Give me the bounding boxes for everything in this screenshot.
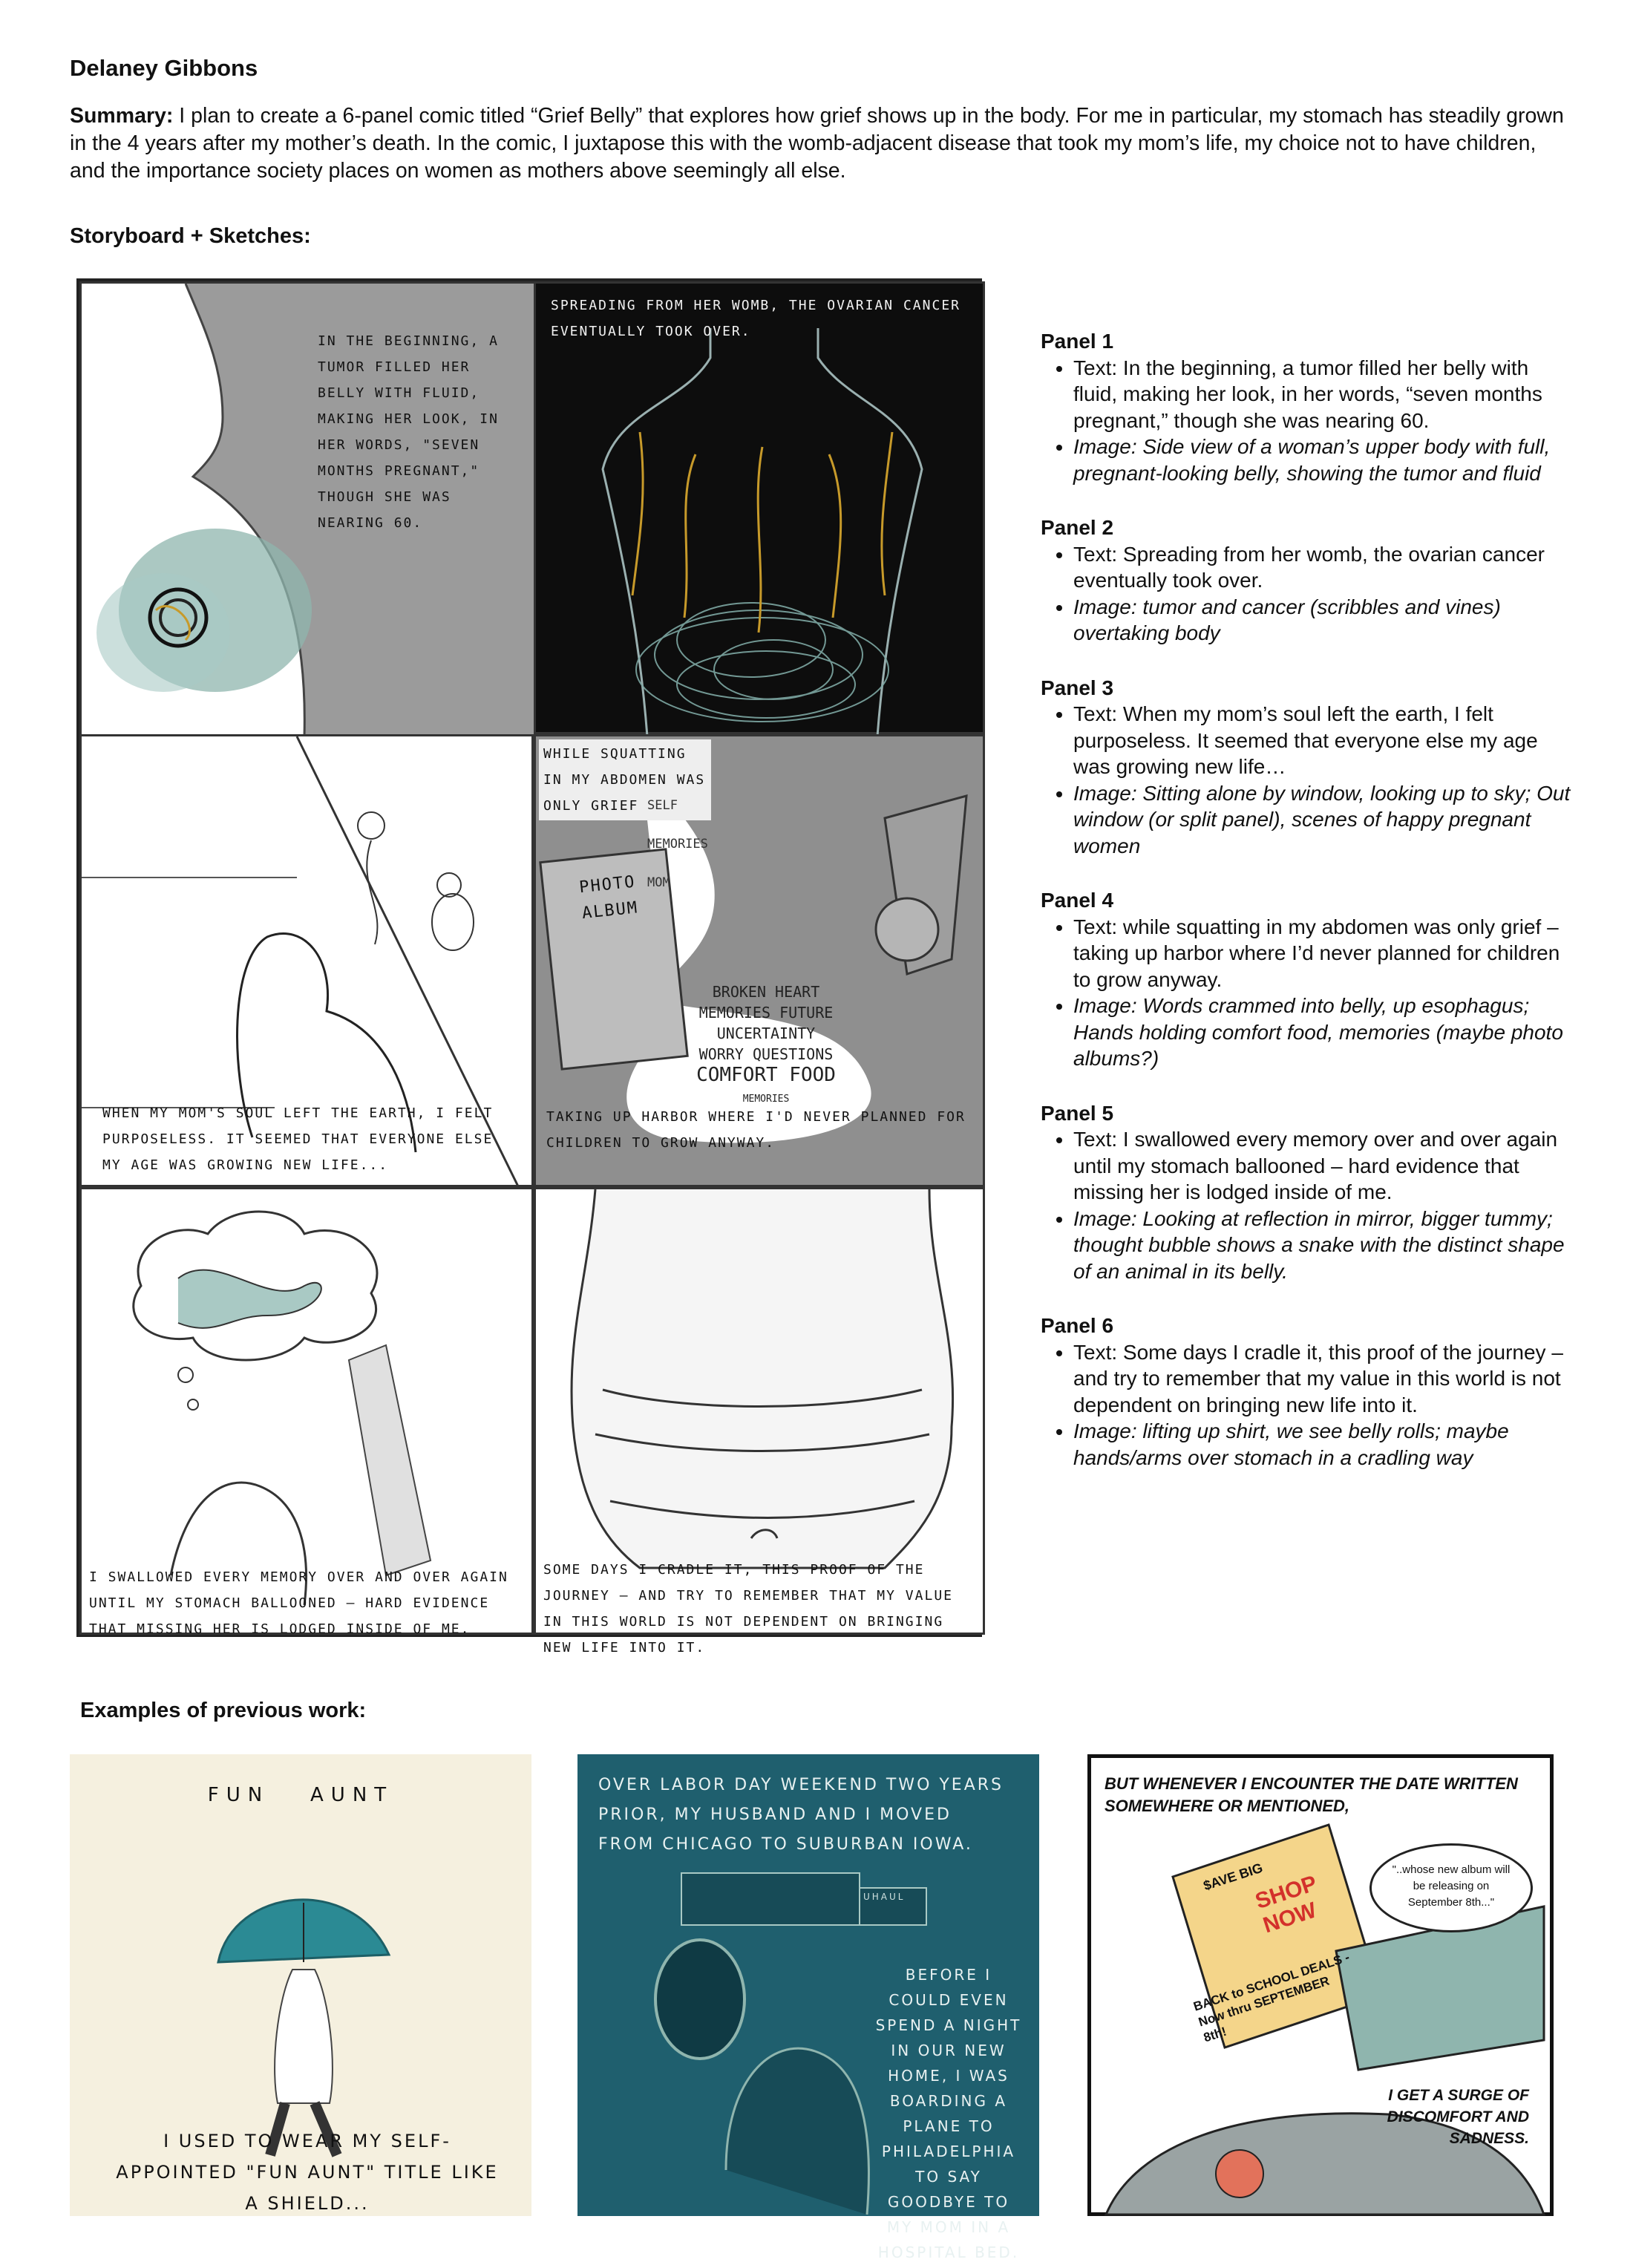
shop-bottom-text: I GET A SURGE OF DISCOMFORT AND SADNESS. [1387, 2087, 1529, 2147]
panel-5-caption: I SWALLOWED EVERY MEMORY OVER AND OVER AGAIN UNTIL MY STOMACH BALLOONED – HARD EVIDENCE THAT MISSING HER IS LODGED INSIDE OF ME. [89, 1569, 508, 1637]
photo-album-label: PHOTO ALBUM [578, 872, 640, 924]
fun-aunt-caption: I USED TO WEAR MY SELF-APPOINTED "FUN AUNT" TITLE LIKE A SHIELD... [116, 2131, 499, 2214]
note-title: Panel 1 [1041, 330, 1114, 353]
speech-bubble-text: "..whose new album will be releasing on September 8th..." [1392, 1863, 1511, 1909]
summary-paragraph [70, 102, 1577, 185]
sign-save-text: $AVE BIG [1201, 1860, 1265, 1894]
word-8: MEMORIES [742, 1094, 790, 1105]
comic-panel-3 [79, 734, 534, 1187]
panel-2-caption: SPREADING FROM HER WOMB, THE OVARIAN CANCER EVENTUALLY TOOK OVER. [551, 298, 961, 339]
panel-note-6 [1041, 1313, 1575, 1471]
comic-panel-1 [79, 281, 534, 734]
comic-panel-2 [534, 281, 985, 734]
word-self: SELF [647, 798, 678, 813]
sign-deals-text: BACK to SCHOOL DEALS - Now thru SEPTEMBER 8th! [1191, 1950, 1352, 2045]
word-5: WORRY [698, 1045, 744, 1063]
word-memories-top: MEMORIES [647, 837, 708, 852]
note-title: Panel 2 [1041, 516, 1114, 539]
note-title: Panel 3 [1041, 676, 1114, 699]
comic-panel-6 [534, 1187, 985, 1656]
note-image: • Image: Side view of a woman’s upper body with full, pregnant-looking belly, showing the tumor and fluid [1073, 434, 1575, 486]
esophagus-words [647, 796, 708, 892]
comic-panel-5 [79, 1187, 534, 1635]
grief-word-cloud [670, 981, 863, 1110]
cancer-vines-illustration [536, 284, 987, 736]
word-3: FUTURE [779, 1004, 834, 1022]
plane-side-text: BEFORE I COULD EVEN SPEND A NIGHT IN OUR NEW HOME, I WAS BOARDING A PLANE TO PHILADELPHIA TO SAY GOODBYE TO MY MOM IN A HOSPITAL BED. [875, 1966, 1022, 2261]
panel-note-3 [1041, 675, 1575, 860]
note-title: Panel 5 [1041, 1101, 1114, 1125]
comic-panel-4 [534, 734, 985, 1187]
panel-3-caption: WHEN MY MOM'S SOUL LEFT THE EARTH, I FELT PURPOSELESS. IT SEEMED THAT EVERYONE ELSE MY AGE WAS GROWING NEW LIFE... [102, 1105, 494, 1173]
note-title: Panel 6 [1041, 1314, 1114, 1337]
word-2: MEMORIES [698, 1004, 771, 1022]
note-title: Panel 4 [1041, 889, 1114, 912]
panel-note-5 [1041, 1100, 1575, 1285]
note-image: • Image: lifting up shirt, we see belly rolls; maybe hands/arms over stomach in a cradling way [1073, 1418, 1575, 1471]
speech-bubble [1369, 1843, 1533, 1932]
summary-label: Summary: [70, 104, 174, 128]
sign-shop-text: SHOP NOW [1252, 1871, 1320, 1938]
panel-1-caption: IN THE BEGINNING, A TUMOR FILLED HER BELLY WITH FLUID, MAKING HER LOOK, IN HER WORDS, "SEVEN MONTHS PREGNANT," THOUGH SHE WAS NEARING 60. [318, 333, 499, 531]
summary-text: I plan to create a 6-panel comic titled “Grief Belly” that explores how grief shows up in the body. For me in particular, my stomach has steadily grown in the 4 years after my mother’s death. In the comic, I juxtapose this with the womb-adjacent disease that took my mom’s life, my choice not to have children, and the importance society places on women as mothers above seemingly all else. [70, 104, 1564, 183]
panel-notes [1041, 328, 1575, 1499]
panel-6-caption: SOME DAYS I CRADLE IT, THIS PROOF OF THE JOURNEY – AND TRY TO REMEMBER THAT MY VALUE IN THIS WORLD IS NOT DEPENDENT ON BRINGING NEW LIFE INTO IT. [543, 1562, 953, 1656]
note-text: • Text: Spreading from her womb, the ovarian cancer eventually took over. [1073, 541, 1575, 594]
panel-4-caption-top: WHILE SQUATTING IN MY ABDOMEN WAS ONLY GRIEF [539, 739, 711, 820]
word-7: COMFORT FOOD [696, 1064, 836, 1086]
note-image: • Image: Sitting alone by window, looking up to sky; Out window (or split panel), scenes of happy pregnant women [1073, 780, 1575, 860]
note-image: • Image: Looking at reflection in mirror, bigger tummy; thought bubble shows a snake with the distinct shape of an animal in its belly. [1073, 1206, 1575, 1285]
note-text: • Text: while squatting in my abdomen was only grief – taking up harbor where I’d never planned for children to grow anyway. [1073, 914, 1575, 993]
author-name: Delaney Gibbons [70, 55, 258, 81]
storyboard-heading: Storyboard + Sketches: [70, 224, 311, 248]
note-text: • Text: In the beginning, a tumor filled her belly with fluid, making her look, in her words, “seven months pregnant,” though she was nearing 60. [1073, 355, 1575, 434]
word-6: QUESTIONS [752, 1045, 834, 1063]
shop-top-text: BUT WHENEVER I ENCOUNTER THE DATE WRITTEN SOMEWHERE OR MENTIONED, [1105, 1774, 1518, 1815]
note-text: • Text: When my mom’s soul left the earth, I felt purposeless. It seemed that everyone else my age was growing new life… [1073, 701, 1575, 780]
note-image: • Image: tumor and cancer (scribbles and vines) overtaking body [1073, 594, 1575, 647]
panel-note-4 [1041, 887, 1575, 1072]
truck-label: UHAUL [863, 1892, 906, 1902]
plane-top-text: OVER LABOR DAY WEEKEND TWO YEARS PRIOR, MY HUSBAND AND I MOVED FROM CHICAGO TO SUBURBAN IOWA. [598, 1776, 1004, 1854]
word-mom: MOM [647, 875, 670, 890]
example-fun-aunt [70, 1754, 531, 2216]
word-1: BROKEN HEART [712, 983, 820, 1001]
example-shop-now [1087, 1754, 1554, 2216]
examples-heading: Examples of previous work: [80, 1699, 367, 1722]
panel-note-1 [1041, 328, 1575, 486]
panel-note-2 [1041, 514, 1575, 647]
panel-4-caption-bottom: TAKING UP HARBOR WHERE I'D NEVER PLANNED FOR CHILDREN TO GROW ANYWAY. [546, 1109, 966, 1151]
example-plane [577, 1754, 1039, 2261]
note-image: • Image: Words crammed into belly, up esophagus; Hands holding comfort food, memories (maybe photo albums?) [1073, 993, 1575, 1072]
note-text: • Text: I swallowed every memory over and over again until my stomach ballooned – hard evidence that missing her is lodged inside of me. [1073, 1126, 1575, 1206]
fun-aunt-title: FUN AUNT [207, 1784, 394, 1806]
storyboard-grid [76, 278, 982, 1656]
word-4: UNCERTAINTY [716, 1024, 816, 1042]
note-text: • Text: Some days I cradle it, this proof of the journey – and try to remember that my value in this world is not dependent on bringing new life into it. [1073, 1339, 1575, 1419]
